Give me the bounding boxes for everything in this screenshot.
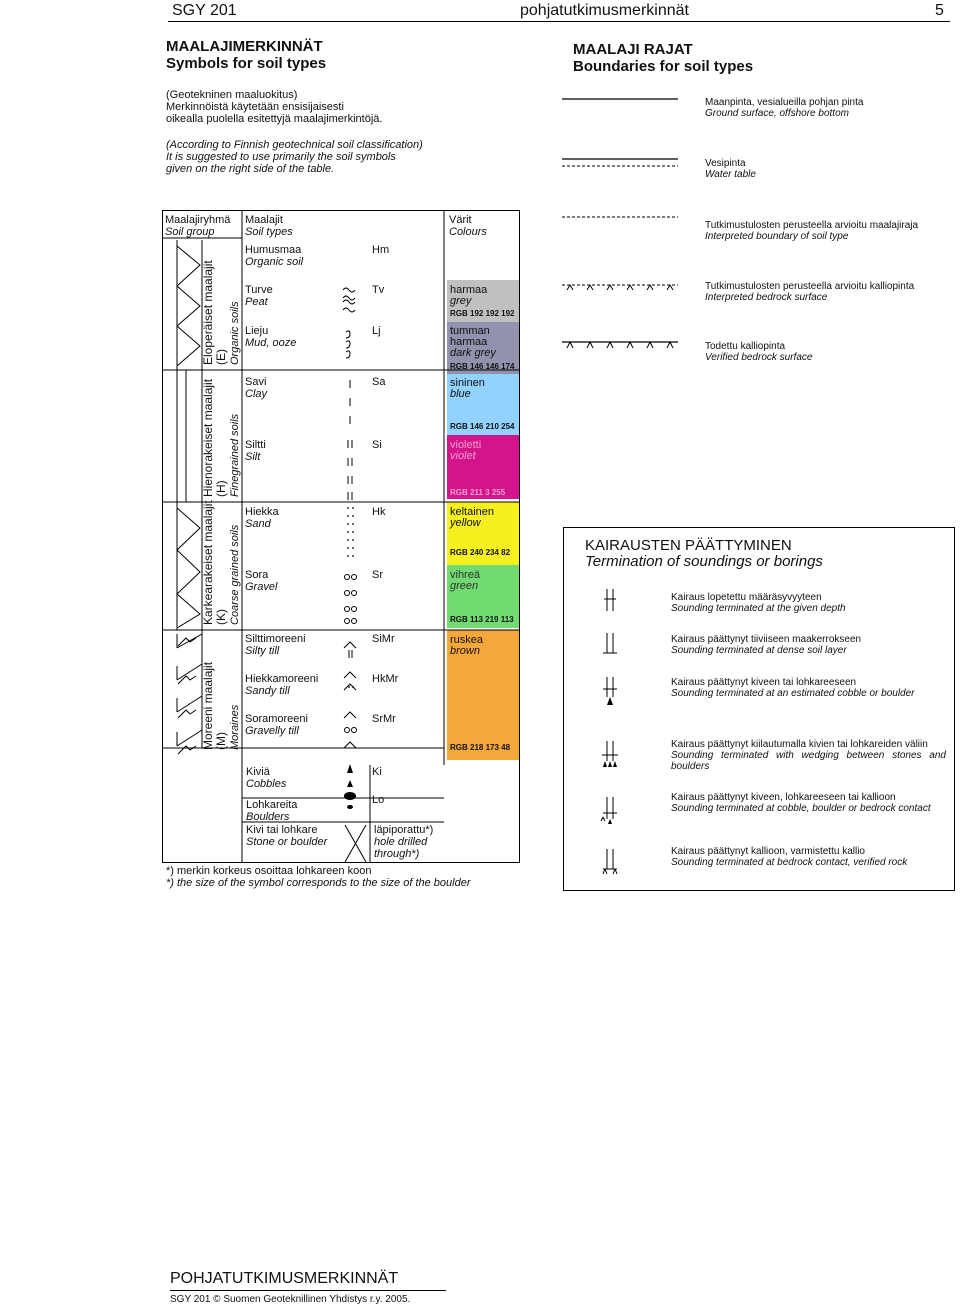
- soil-en: Peat: [245, 296, 268, 308]
- intro-en: [166, 139, 423, 175]
- sandy-till-symbol: [344, 672, 356, 690]
- header-colours: [449, 214, 487, 238]
- code-ki: Ki: [372, 766, 382, 778]
- interpreted-bedrock-line: [562, 285, 678, 290]
- colour-violet: [450, 440, 481, 462]
- group-en: Organic soils: [229, 301, 241, 365]
- termination-item: [671, 592, 946, 614]
- soil-en: Sand: [245, 518, 271, 530]
- termination-title-fi: KAIRAUSTEN PÄÄTTYMINEN: [585, 537, 792, 554]
- contact-symbol: [601, 797, 617, 821]
- code-hk: Hk: [372, 506, 386, 518]
- header-soil-group: [165, 214, 230, 238]
- intro-fi-line: oikealla puolella esitettyjä maalajimerkintöjä.: [166, 113, 383, 125]
- termination-item: [671, 739, 946, 772]
- soil-kivia: [246, 766, 286, 790]
- soil-fi: Savi: [245, 376, 267, 388]
- soil-fi: Soramoreeni: [245, 713, 308, 725]
- left-title-fi: MAALAJIMERKINNÄT: [166, 38, 323, 55]
- colour-en: blue: [450, 388, 471, 400]
- colour-en: green: [450, 580, 479, 592]
- rgb-dark-grey: RGB 146 146 174: [450, 362, 515, 371]
- code-sa: Sa: [372, 376, 386, 388]
- footnote-fi: *) merkin korkeus osoittaa lohkareen koon: [166, 865, 372, 877]
- boundary-ground-surface: [705, 97, 863, 119]
- header-soil-types: [245, 214, 293, 238]
- rgb-green: RGB 113 219 113: [450, 615, 514, 624]
- colour-fi: keltainen: [450, 506, 495, 518]
- termination-item: [671, 677, 946, 699]
- colour-grey: [450, 285, 487, 307]
- colour-en: brown: [450, 645, 480, 657]
- boulders-symbol: [344, 792, 356, 800]
- footer-copyright: SGY 201 © Suomen Geoteknillinen Yhdistys r.y. 2005.: [170, 1294, 411, 1305]
- group-fi: Eloperäiset maalajit: [201, 260, 215, 365]
- termination-fi: Kairaus päättynyt kiilautumalla kivien tai lohkareiden väliin: [671, 739, 928, 750]
- soil-turve: [245, 284, 273, 308]
- code-drilled: [374, 824, 433, 860]
- header-colours-fi: Värit: [449, 214, 472, 226]
- soil-fi: Turve: [245, 284, 273, 296]
- group-en: Moraines: [229, 704, 241, 750]
- soil-hiekkamoreeni: [245, 673, 318, 697]
- peat-symbol: [343, 288, 355, 312]
- intro-fi-line: (Geotekninen maaluokitus): [166, 89, 298, 101]
- colour-dark-grey: [450, 326, 496, 359]
- soil-en: Gravelly till: [245, 725, 299, 737]
- boundary-fi: Vesipinta: [705, 158, 746, 169]
- header-colours-en: Colours: [449, 226, 487, 238]
- given-depth-symbol: [604, 589, 616, 611]
- soil-humusmaa: [245, 244, 303, 268]
- soil-en: Boulders: [246, 811, 290, 823]
- soil-fi: Kiviä: [246, 766, 270, 778]
- colour-yellow: [450, 507, 494, 529]
- wedging-symbol: [602, 741, 618, 761]
- code-si: Si: [372, 439, 382, 451]
- code-drilled-fi: läpiporattu*): [374, 824, 434, 836]
- header-soil-group-fi: Maalajiryhmä: [165, 214, 231, 226]
- intro-en-line: (According to Finnish geotechnical soil classification): [166, 139, 423, 151]
- code-lj: Lj: [372, 325, 381, 337]
- header-soil-types-en: Soil types: [245, 226, 293, 238]
- dense-layer-symbol: [603, 633, 617, 653]
- soil-en: Sandy till: [245, 685, 290, 697]
- soil-en: Silt: [245, 451, 261, 463]
- boundary-verified-bedrock: [705, 341, 812, 363]
- group-fi: Hienorakeiset maalajit: [201, 378, 215, 497]
- boundary-fi: Tutkimustulosten perusteella arvioitu kalliopinta: [705, 281, 915, 292]
- termination-en: Sounding terminated at cobble, boulder or bedrock contact: [671, 803, 931, 814]
- moraine-group-symbols: [176, 634, 202, 764]
- code-drilled-en: hole drilled: [374, 836, 428, 848]
- rgb-grey: RGB 192 192 192: [450, 309, 515, 318]
- soil-en: Cobbles: [246, 778, 287, 790]
- code-lo: Lo: [372, 794, 385, 806]
- group-fi: Karkearakeiset maalajit: [201, 500, 215, 625]
- header-center: pohjatutkimusmerkinnät: [520, 2, 689, 19]
- soil-fi: Sora: [245, 569, 269, 581]
- group-label-organic: [202, 260, 242, 365]
- soil-en: Silty till: [245, 645, 280, 657]
- boundary-en: Interpreted boundary of soil type: [705, 231, 849, 242]
- termination-en: Sounding terminated at bedrock contact, verified rock: [671, 857, 908, 868]
- boundary-en: Water table: [705, 169, 756, 180]
- colour-fi2: harmaa: [450, 336, 488, 348]
- soil-sora: [245, 569, 277, 593]
- code-hm: Hm: [372, 244, 390, 256]
- boundary-fi: Todettu kalliopinta: [705, 341, 786, 352]
- rgb-yellow: RGB 240 234 82: [450, 548, 511, 557]
- soil-en: Mud, ooze: [245, 337, 297, 349]
- gravel-symbol: [345, 575, 357, 624]
- header-left: SGY 201: [172, 2, 237, 19]
- soil-soramoreeni: [245, 713, 308, 737]
- rgb-blue: RGB 146 210 254: [450, 422, 515, 431]
- soil-fi: Lohkareita: [246, 799, 298, 811]
- intro-en-line: It is suggested to use primarily the soil symbols: [166, 151, 396, 163]
- colour-blue: [450, 378, 485, 400]
- soil-symbols: [340, 280, 370, 860]
- termination-fi: Kairaus päättynyt tiiviiseen maakerrokseen: [671, 634, 862, 645]
- boundary-en: Interpreted bedrock surface: [705, 292, 828, 303]
- verified-bedrock-line: [562, 342, 678, 348]
- group-abbr: (K): [214, 609, 228, 625]
- footer-title: POHJATUTKIMUSMERKINNÄT: [170, 1270, 399, 1287]
- group-label-finegrained: [202, 379, 242, 497]
- colour-fi: violetti: [450, 439, 482, 451]
- colour-brown: [450, 635, 483, 657]
- soil-en: Stone or boulder: [246, 836, 328, 848]
- soil-en: Organic soil: [245, 256, 304, 268]
- soil-fi: Lieju: [245, 325, 269, 337]
- group-label-coarse: [202, 500, 242, 625]
- group-abbr: (H): [214, 480, 228, 497]
- boundary-interpreted-soil: [705, 220, 918, 242]
- soil-en: Clay: [245, 388, 268, 400]
- code-sr: Sr: [372, 569, 383, 581]
- termination-symbols: [595, 585, 635, 885]
- sand-symbol: [347, 507, 354, 557]
- colour-fi: ruskea: [450, 634, 484, 646]
- boundary-en: Verified bedrock surface: [705, 352, 813, 363]
- boundary-symbols: [560, 90, 690, 360]
- code-simr: SiMr: [372, 633, 395, 645]
- verified-rock-symbol: [603, 849, 617, 874]
- silty-till-symbol: [344, 642, 356, 658]
- soil-savi: [245, 376, 267, 400]
- cobble-symbol: [603, 677, 617, 697]
- right-title-fi: MAALAJI RAJAT: [573, 41, 693, 58]
- soil-en: Gravel: [245, 581, 278, 593]
- rgb-brown: RGB 218 173 48: [450, 743, 511, 752]
- intro-fi-line: Merkinnöistä käytetään ensisijaisesti: [166, 101, 344, 113]
- soil-fi: Humusmaa: [245, 244, 302, 256]
- colour-fi: sininen: [450, 377, 485, 389]
- rgb-violet: RGB 211 3 255: [450, 488, 506, 497]
- boundary-interpreted-bedrock: [705, 281, 914, 303]
- group-fi: Moreeni maalajit: [201, 661, 215, 750]
- termination-fi: Kairaus lopetettu määräsyvyyteen: [671, 592, 822, 603]
- intro-fi: [166, 89, 382, 125]
- termination-fi: Kairaus päättynyt kallioon, varmistettu kallio: [671, 846, 865, 857]
- left-title-en: Symbols for soil types: [166, 55, 327, 72]
- soil-hiekka: [245, 506, 279, 530]
- colour-en: grey: [450, 295, 472, 307]
- group-abbr: (E): [214, 349, 228, 365]
- intro-en-line: given on the right side of the table.: [166, 163, 335, 175]
- soil-fi: Silttimoreeni: [245, 633, 306, 645]
- termination-item: [671, 846, 946, 868]
- group-abbr: (M): [214, 732, 228, 750]
- header-soil-types-fi: Maalajit: [245, 214, 283, 226]
- group-en: Coarse grained soils: [229, 524, 241, 625]
- boundary-fi: Maanpinta, vesialueilla pohjan pinta: [705, 97, 864, 108]
- silt-symbol: [348, 440, 352, 500]
- soil-kivi-tai-lohkare: [246, 824, 327, 848]
- code-drilled-en2: through*): [374, 848, 420, 860]
- colour-en: dark grey: [450, 347, 496, 359]
- group-en: Finegrained soils: [229, 413, 241, 497]
- boundary-en: Ground surface, offshore bottom: [705, 108, 849, 119]
- termination-en: Sounding terminated at dense soil layer: [671, 645, 847, 656]
- code-tv: Tv: [372, 284, 385, 296]
- mud-symbol: [346, 331, 350, 358]
- termination-en: Sounding terminated at an estimated cobble or boulder: [671, 688, 915, 699]
- termination-item: [671, 792, 946, 814]
- cobbles-symbol: [347, 764, 353, 787]
- soil-fi: Kivi tai lohkare: [246, 824, 318, 836]
- code-hkmr: HkMr: [372, 673, 399, 685]
- termination-en: Sounding terminated at the given depth: [671, 603, 846, 614]
- footnote: [166, 865, 471, 889]
- colour-en: yellow: [450, 517, 481, 529]
- colour-en: violet: [450, 450, 476, 462]
- group-label-moraines: [202, 662, 242, 750]
- footer-rule: [170, 1290, 446, 1291]
- colour-green: [450, 570, 480, 592]
- colour-fi: harmaa: [450, 284, 488, 296]
- soil-siltti: [245, 439, 266, 463]
- soil-silttimoreeni: [245, 633, 306, 657]
- termination-item: [671, 634, 946, 656]
- boundary-water-table: [705, 158, 756, 180]
- soil-fi: Hiekka: [245, 506, 279, 518]
- soil-lohkareita: [246, 799, 297, 823]
- termination-fi: Kairaus päättynyt kiveen, lohkareeseen tai kallioon: [671, 792, 896, 803]
- boundary-fi: Tutkimustulosten perusteella arvioitu maalajiraja: [705, 220, 919, 231]
- soil-fi: Siltti: [245, 439, 266, 451]
- header-page-number: 5: [935, 2, 944, 19]
- soil-lieju: [245, 325, 296, 349]
- soil-fi: Hiekkamoreeni: [245, 673, 319, 685]
- header-rule: [168, 21, 950, 22]
- code-srmr: SrMr: [372, 713, 396, 725]
- colour-fi: tumman: [450, 325, 490, 337]
- colour-fi: vihreä: [450, 569, 480, 581]
- right-title-en: Boundaries for soil types: [573, 58, 754, 75]
- termination-en: Sounding terminated with wedging between stones and boulders: [671, 750, 946, 772]
- header-soil-group-en: Soil group: [165, 226, 215, 238]
- termination-fi: Kairaus päättynyt kiveen tai lohkareeseen: [671, 677, 857, 688]
- footnote-en: *) the size of the symbol corresponds to the size of the boulder: [166, 877, 471, 889]
- termination-title-en: Termination of soundings or borings: [585, 553, 823, 570]
